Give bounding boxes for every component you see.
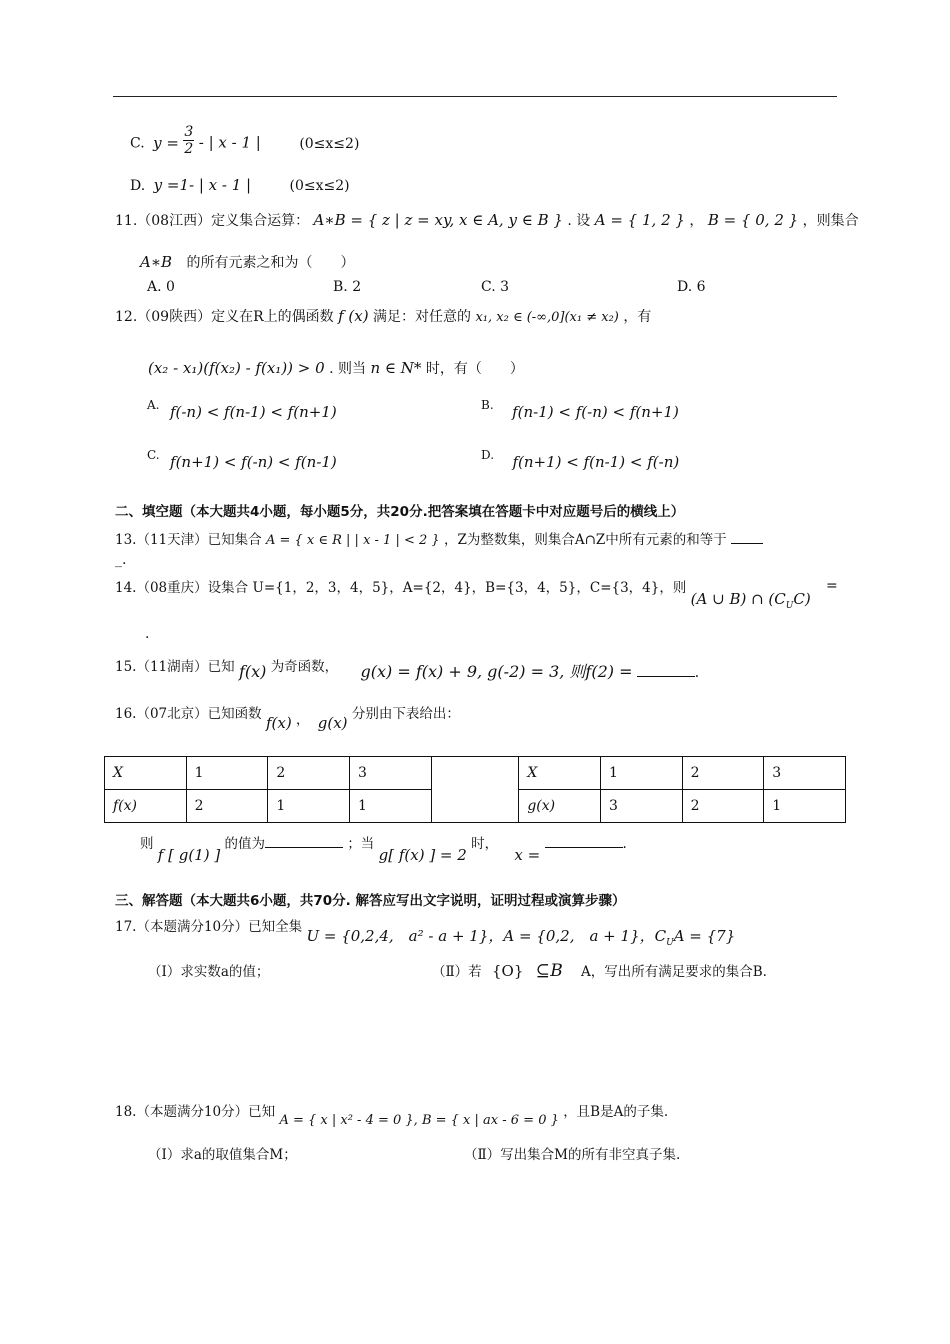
q14-equals: =	[826, 578, 838, 594]
prev-option-c	[130, 124, 360, 170]
q17-part1: （Ⅰ）求实数a的值；	[148, 964, 270, 980]
question-text: ，Z为整数集，则集合A∩Z中所有元素的和等于	[443, 532, 727, 548]
table-row	[105, 757, 846, 790]
q15: 15.（11湖南）已知 f(x) 为奇函数， g(x) = f(x) + 9, g(-2) = 3, 则f(2) = .	[115, 659, 700, 681]
question-text: 14.（08重庆）设集合	[115, 580, 249, 596]
domain-text: (0≤x≤2)	[299, 135, 360, 152]
q17	[115, 915, 736, 948]
q18	[115, 1100, 669, 1128]
table-cell: X	[105, 757, 187, 790]
table-cell: 1	[349, 790, 431, 823]
formula: x₁, x₂ ∈ (-∞,0](x₁ ≠ x₂)	[475, 310, 619, 325]
table-cell: 2	[186, 790, 268, 823]
table-cell: 3	[764, 757, 846, 790]
question-text: 的值为	[224, 836, 266, 852]
formula: {O}	[491, 962, 524, 980]
formula: f(x)	[265, 714, 292, 732]
table-cell: 2	[682, 757, 764, 790]
question-text: 15.（11湖南）已知	[115, 659, 235, 675]
answer-blank[interactable]	[265, 835, 343, 848]
formula: B	[550, 961, 563, 981]
q18-part1: （Ⅰ）求a的取值集合M；	[148, 1147, 297, 1163]
question-text: 13.（11天津）已知集合	[115, 532, 262, 548]
question-text: 18.（本题满分10分）已知	[115, 1104, 276, 1120]
formula: B = { 0, 2 }	[707, 211, 799, 229]
question-text: 时，有（ ）	[425, 361, 524, 377]
answer-blank[interactable]	[731, 531, 763, 544]
answer-blank[interactable]	[545, 835, 623, 848]
question-text: U={1，2，3，4，5}，A={2，4}，B={3，4，5}，C={3，4}，则	[252, 580, 687, 596]
question-text: 分别由下表给出：	[351, 706, 460, 722]
question-text: A，写出所有满足要求的集合B.	[581, 964, 767, 980]
question-text: 的所有元素之和为（ ）	[186, 255, 355, 271]
formula: f [ g(1) ]	[157, 846, 221, 864]
question-text: ，	[295, 712, 310, 728]
q18-part2: （Ⅱ）写出集合M的所有非空真子集.	[464, 1147, 681, 1163]
formula: A = { 1, 2 }	[594, 211, 685, 229]
q12-line2	[148, 358, 524, 378]
fraction-denominator: 2	[184, 141, 194, 157]
question-text: ，则集合	[802, 213, 859, 229]
formula: U = {0,2,4, a² - a + 1}，A = {0,2, a + 1}，$C_UA = \{7\}$	[306, 927, 736, 948]
formula: (x₂ - x₁)(f(x₂) - f(x₁)) > 0	[148, 359, 325, 377]
q13-line2: _.	[115, 552, 127, 568]
question-text: 16.（07北京）已知函数	[115, 706, 262, 722]
q12-stem	[115, 306, 651, 326]
q11-option-c: C. 3	[481, 279, 510, 295]
q17-part2	[432, 960, 767, 981]
table-cell: 3	[349, 757, 431, 790]
question-text: 12.（09陕西）定义在R上的偶函数	[115, 309, 334, 325]
q12-option-d: D. f(n+1) < f(n-1) < f(-n)	[481, 448, 680, 471]
table-cell: 2	[682, 790, 764, 823]
formula: f(x)	[238, 662, 267, 681]
table-cell: X	[519, 757, 601, 790]
formula: x =	[514, 846, 541, 864]
formula: A = { x | x² - 4 = 0 }, B = { x | ax - 6 = 0 }	[279, 1113, 559, 1128]
q14	[115, 576, 811, 611]
q12-option-a: A. f(-n) < f(n-1) < f(n+1)	[147, 398, 337, 421]
q11-option-b: B. 2	[333, 279, 362, 295]
formula: (A ∪ B) ∩ $(C_UC)$	[690, 590, 811, 611]
section3-heading: 三、解答题（本大题共6小题，共70分. 解答应写出文字说明，证明过程或演算步骤）	[115, 893, 626, 909]
question-text: 17.（本题满分10分）已知全集	[115, 919, 303, 935]
question-text: 满足：对任意的	[373, 309, 472, 325]
q16-answer-line: 则 f [ g(1) ] 的值为 ；当 g[ f(x) ] = 2 时， x = .	[140, 836, 627, 864]
fraction	[183, 124, 194, 157]
table-cell: 3	[600, 790, 682, 823]
formula-part: y =	[153, 133, 179, 152]
formula: n ∈ N*	[370, 359, 422, 377]
q12-option-b: B. f(n-1) < f(-n) < f(n+1)	[481, 398, 679, 421]
option-label: D.	[130, 178, 146, 194]
formula: g(x) = f(x) + 9, g(-2) = 3, 则f(2) =	[360, 662, 633, 681]
q13	[115, 528, 763, 548]
table-cell: 1	[268, 790, 350, 823]
domain-text: (0≤x≤2)	[289, 178, 350, 194]
q14-line2: .	[145, 626, 150, 642]
option-label: C.	[130, 135, 145, 152]
question-text: ，且B是A的子集.	[563, 1104, 669, 1120]
q12-option-c: C. f(n+1) < f(-n) < f(n-1)	[147, 448, 337, 471]
table-cell: 1	[764, 790, 846, 823]
table-spacer	[431, 757, 519, 823]
table-cell: 2	[268, 757, 350, 790]
q16	[115, 702, 460, 732]
formula: A∗B	[140, 253, 173, 271]
table-cell: 1	[600, 757, 682, 790]
question-text: ；当	[347, 836, 375, 852]
formula: f (x)	[338, 307, 369, 325]
answer-blank[interactable]	[637, 664, 695, 677]
table-cell: f(x)	[105, 790, 187, 823]
section2-heading: 二、填空题（本大题共4小题，每小题5分，共20分.把答案填在答题卡中对应题号后的横线上）	[115, 504, 685, 520]
subset-symbol: ⊆	[535, 961, 550, 981]
question-text: 时，	[471, 836, 499, 852]
table-cell: 1	[186, 757, 268, 790]
header-rule	[113, 96, 837, 97]
q11-line2	[140, 252, 355, 272]
formula: y =1- | x - 1 |	[153, 176, 252, 194]
function-tables	[104, 756, 846, 823]
formula: A = { x ∈ R | | x - 1 | < 2 }	[265, 533, 440, 548]
question-text: . 则当	[329, 361, 367, 377]
q11-option-d: D. 6	[677, 279, 706, 295]
prev-option-d	[130, 176, 350, 194]
formula-part: - | x - 1 |	[198, 133, 261, 152]
fraction-numerator: 3	[184, 124, 194, 140]
formula: A∗B = { z | z = xy, x ∈ A, y ∈ B }	[313, 211, 563, 229]
question-text: （Ⅱ）若	[432, 964, 482, 980]
formula: g[ f(x) ] = 2	[378, 846, 467, 864]
question-text: ，有	[623, 309, 652, 325]
formula: g(x)	[317, 714, 348, 732]
question-text: 为奇函数，	[270, 659, 339, 675]
question-text: 则	[140, 836, 154, 852]
question-text: ，	[689, 213, 704, 229]
q11-stem	[115, 210, 859, 230]
q11-option-a: A. 0	[147, 279, 175, 295]
question-text: 11.（08江西）定义集合运算：	[115, 213, 310, 229]
table-cell: g(x)	[519, 790, 601, 823]
question-text: . 设	[567, 213, 591, 229]
